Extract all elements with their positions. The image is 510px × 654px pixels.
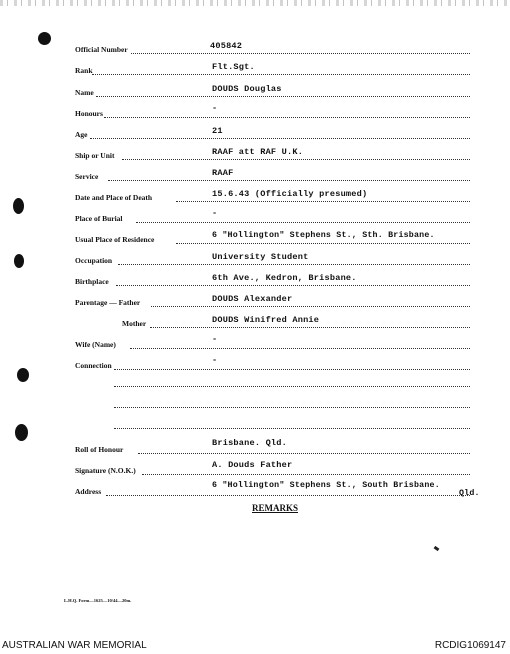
dotted-line — [122, 159, 470, 160]
dotted-line — [106, 495, 470, 496]
dotted-line — [96, 96, 470, 97]
scan-edge — [0, 0, 510, 6]
field-birthplace — [0, 272, 510, 290]
archive-footer — [0, 636, 510, 654]
field-ship-or-unit — [0, 146, 510, 164]
field-label: Honours — [75, 109, 103, 118]
field-value: - — [212, 334, 218, 344]
field-value: - — [212, 355, 218, 365]
field-label: Address — [75, 487, 102, 496]
field-place-of-burial — [0, 209, 510, 227]
field-label: Connection — [75, 361, 112, 370]
field-value: DOUDS Alexander — [212, 294, 293, 304]
field-value: University Student — [212, 252, 309, 262]
field-connection — [0, 356, 510, 374]
field-label: Birthplace — [75, 277, 109, 286]
field-age — [0, 125, 510, 143]
field-honours — [0, 104, 510, 122]
remarks-heading: REMARKS — [252, 503, 299, 513]
archive-id: RCDIG1069147 — [434, 640, 506, 651]
field-usual-residence — [0, 230, 510, 248]
field-roll-of-honour — [0, 440, 510, 458]
field-label: Parentage — Father — [75, 298, 141, 307]
field-label: Usual Place of Residence — [75, 235, 155, 244]
field-label: Official Number — [75, 45, 128, 54]
field-label: Wife (Name) — [75, 340, 116, 349]
field-mother — [0, 314, 510, 332]
dotted-line — [118, 264, 470, 265]
field-name — [0, 83, 510, 101]
field-value: 6 "Hollington" Stephens St., Sth. Brisbane. — [212, 231, 435, 240]
field-value: RAAF — [212, 168, 234, 178]
field-value: 6th Ave., Kedron, Brisbane. — [212, 273, 357, 283]
dotted-line — [114, 369, 470, 370]
field-value: A. Douds Father — [212, 460, 293, 470]
field-label: Name — [75, 88, 94, 97]
archive-name: AUSTRALIAN WAR MEMORIAL — [2, 640, 147, 651]
field-date-place-of-death — [0, 188, 510, 206]
field-father — [0, 293, 510, 311]
field-value: DOUDS Douglas — [212, 84, 282, 94]
dotted-line — [130, 348, 470, 349]
field-value: RAAF att RAF U.K. — [212, 147, 304, 157]
pen-mark — [434, 546, 440, 551]
dotted-line — [150, 327, 470, 328]
dotted-line — [131, 53, 470, 54]
field-label: Occupation — [75, 256, 113, 265]
field-value: 6 "Hollington" Stephens St., South Brisbane. — [212, 481, 440, 490]
dotted-line — [142, 474, 470, 475]
dotted-line — [116, 285, 470, 286]
blank-line — [114, 386, 470, 387]
blank-line — [114, 407, 470, 408]
dotted-line — [138, 453, 470, 454]
dotted-line — [176, 243, 470, 244]
field-value: Brisbane. Qld. — [212, 438, 287, 448]
dotted-line — [176, 201, 470, 202]
field-occupation — [0, 251, 510, 269]
field-value: 405842 — [210, 41, 243, 51]
dotted-line — [136, 222, 470, 223]
field-wife — [0, 335, 510, 353]
dotted-line — [108, 180, 470, 181]
field-label: Rank — [75, 66, 93, 75]
field-value: Flt.Sgt. — [212, 62, 255, 72]
binder-hole-bottom — [15, 424, 28, 441]
field-value: - — [212, 208, 218, 218]
field-signature — [0, 461, 510, 479]
field-value: 15.6.43 (Officially presumed) — [212, 189, 368, 199]
field-rank — [0, 61, 510, 79]
field-label: Mother — [122, 319, 147, 328]
field-label: Age — [75, 130, 88, 139]
form-number: L.H.Q. Form—1625—10/44—20m. — [64, 598, 132, 603]
field-label: Signature (N.O.K.) — [75, 466, 136, 475]
dotted-line — [151, 306, 470, 307]
field-value: DOUDS Winifred Annie — [212, 315, 320, 325]
field-value: 21 — [212, 126, 223, 136]
field-service — [0, 167, 510, 185]
dotted-line — [90, 138, 470, 139]
field-official-number — [0, 40, 510, 58]
field-label: Service — [75, 172, 99, 181]
address-continued: Qld. — [459, 489, 480, 498]
field-label: Ship or Unit — [75, 151, 115, 160]
field-label: Roll of Honour — [75, 445, 124, 454]
blank-line — [114, 428, 470, 429]
field-address — [0, 482, 510, 500]
dotted-line — [92, 74, 470, 75]
dotted-line — [104, 117, 470, 118]
field-value: - — [212, 103, 218, 113]
field-label: Date and Place of Death — [75, 193, 153, 202]
field-label: Place of Burial — [75, 214, 123, 223]
